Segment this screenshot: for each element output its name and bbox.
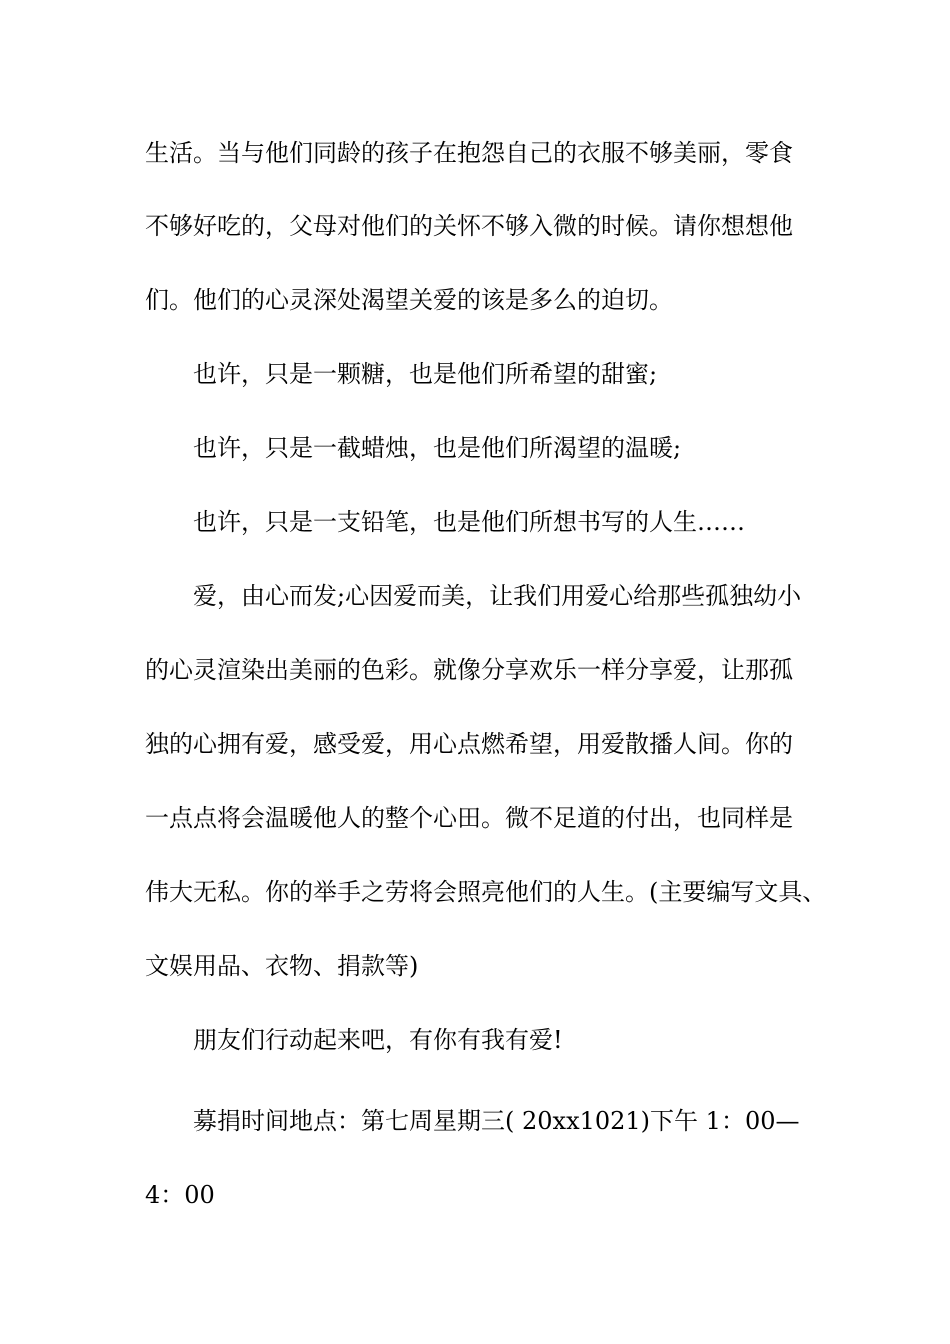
- body-line-7: 爱，由心而发;心因爱而美，让我们用爱心给那些孤独幼小: [193, 582, 802, 610]
- body-line-9: 独的心拥有爱，感受爱，用心点燃希望，用爱散播人间。你的: [145, 730, 793, 758]
- body-line-10: 一点点将会温暖他人的整个心田。微不足道的付出，也同样是: [145, 804, 793, 832]
- body-line-6: 也许，只是一支铅笔，也是他们所想书写的人生……: [193, 508, 745, 536]
- body-line-1: 生活。当与他们同龄的孩子在抱怨自己的衣服不够美丽，零食: [145, 139, 793, 167]
- body-line-5: 也许，只是一截蜡烛，也是他们所渴望的温暖;: [193, 434, 682, 462]
- body-line-4: 也许，只是一颗糖，也是他们所希望的甜蜜;: [193, 360, 658, 388]
- body-line-11: 伟大无私。你的举手之劳将会照亮他们的人生。(主要编写文具、: [145, 878, 827, 906]
- body-line-15: 4：00: [145, 1181, 215, 1209]
- body-line-8: 的心灵渲染出美丽的色彩。就像分享欢乐一样分享爱，让那孤: [145, 656, 793, 684]
- body-line-13: 朋友们行动起来吧，有你有我有爱!: [193, 1026, 563, 1054]
- body-line-14: 募捐时间地点：第七周星期三( 20xx1021)下午 1：00—: [193, 1107, 800, 1135]
- body-line-12: 文娱用品、衣物、捐款等): [145, 952, 419, 980]
- body-line-3: 们。他们的心灵深处渴望关爱的该是多么的迫切。: [145, 286, 673, 314]
- body-line-2: 不够好吃的，父母对他们的关怀不够入微的时候。请你想想他: [145, 212, 793, 240]
